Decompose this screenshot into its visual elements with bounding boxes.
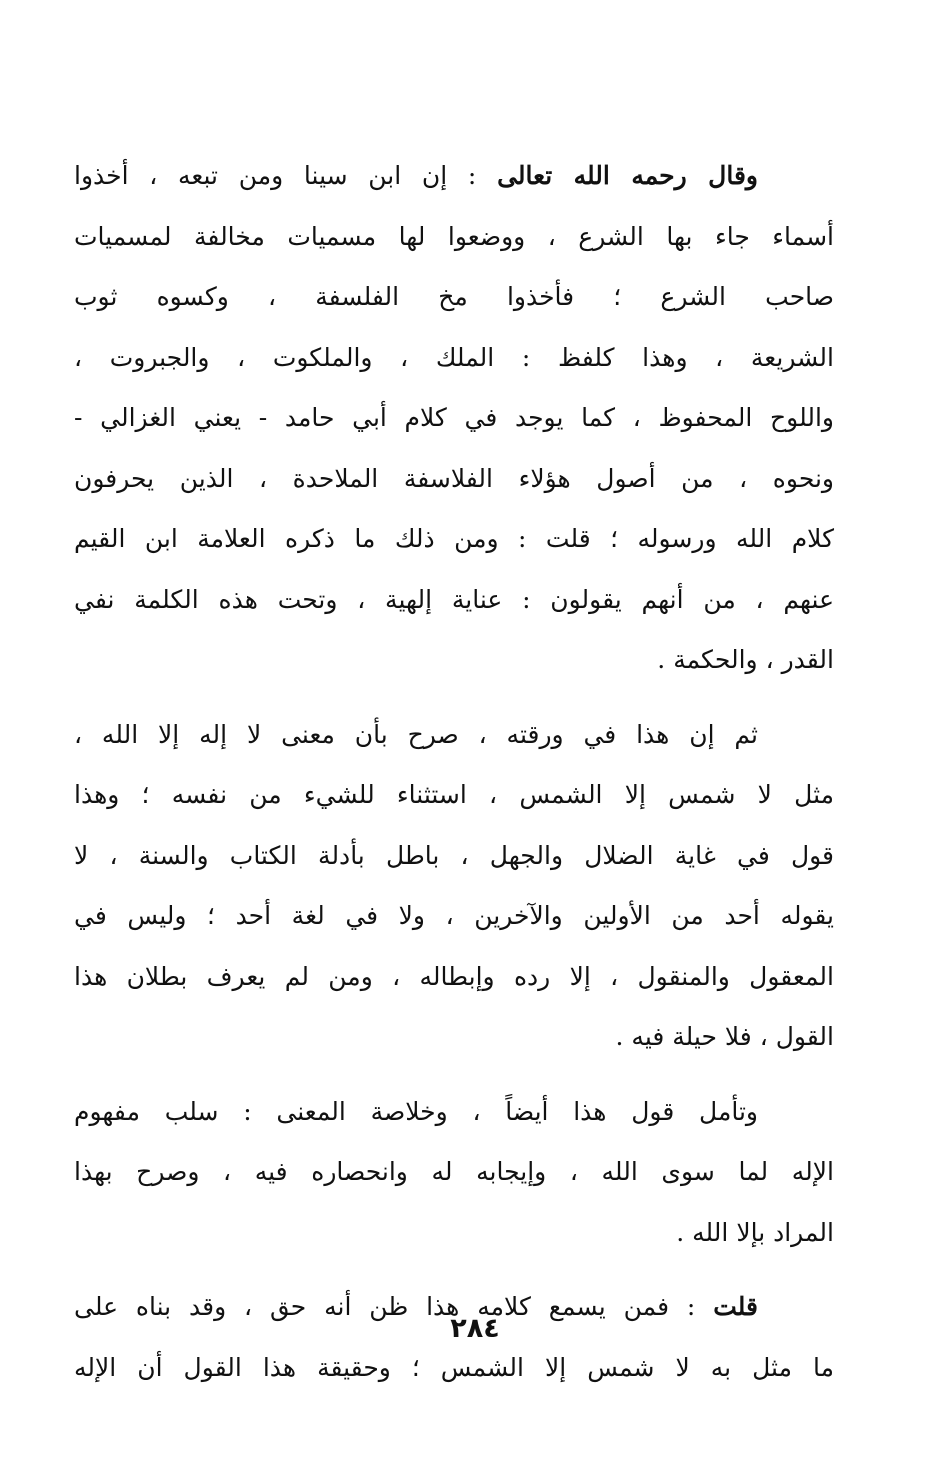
paragraph-2: [74, 705, 834, 1068]
bold-lead: قلت: [713, 1292, 758, 1321]
paragraph-line: المراد بإلا الله .: [676, 1217, 834, 1247]
paragraph-line: يقوله أحد من الأولين والآخرين ، ولا في لغة أحد ؛ وليس في: [74, 901, 834, 930]
paragraph-line: المعقول والمنقول ، إلا رده وإبطاله ، ومن لم يعرف بطلان هذا: [74, 961, 834, 991]
paragraph-line: القول ، فلا حيلة فيه .: [615, 1022, 834, 1051]
paragraph-line: الشريعة ، وهذا كلفظ : الملك ، والملكوت ، والجبروت ،: [74, 342, 834, 372]
paragraph-line: كلام الله ورسوله ؛ قلت : ومن ذلك ما ذكره العلامة ابن القيم: [74, 524, 834, 553]
paragraph-line: قول في غاية الضلال والجهل ، باطل بأدلة الكتاب والسنة ، لا: [74, 840, 834, 870]
paragraph-line: صاحب الشرع ؛ فأخذوا مخ الفلسفة ، وكسوه ثوب: [74, 282, 834, 311]
paragraph-line: واللوح المحفوظ ، كما يوجد في كلام أبي حامد - يعني الغزالي -: [74, 403, 834, 432]
paragraph-line: عنهم ، من أنهم يقولون : عناية إلهية ، وتحت هذه الكلمة نفي: [74, 584, 834, 614]
paragraph-1: [74, 146, 834, 691]
paragraph-line: وتأمل قول هذا أيضاً ، وخلاصة المعنى : سلب مفهوم: [74, 1096, 758, 1126]
paragraph-line: ثم إن هذا في ورقته ، صرح بأن معنى لا إله إلا الله ،: [74, 719, 758, 749]
paragraph-line: مثل لا شمس إلا الشمس ، استثناء للشيء من نفسه ؛ وهذا: [74, 780, 834, 809]
paragraph-line: الإله لما سوى الله ، وإيجابه له وانحصاره فيه ، وصرح بهذا: [74, 1157, 834, 1186]
paragraph-line: ونحوه ، من أصول هؤلاء الفلاسفة الملاحدة ، الذين يحرفون: [74, 463, 834, 493]
line-text: : إن ابن سينا ومن تبعه ، أخذوا: [74, 161, 498, 190]
paragraph-line: أسماء جاء بها الشرع ، ووضعوا لها مسميات مخالفة لمسميات: [74, 221, 834, 251]
page-number: ٢٨٤: [450, 1313, 500, 1344]
paragraph-line: القدر ، والحكمة .: [657, 645, 834, 674]
paragraph-line: [74, 146, 834, 207]
bold-lead: وقال رحمه الله تعالى: [497, 161, 758, 190]
line-text: : فمن يسمع كلامه هذا ظن أنه حق ، وقد بناه على: [74, 1292, 714, 1321]
page-body: [74, 146, 834, 1412]
paragraph-line: ما مثل به لا شمس إلا الشمس ؛ وحقيقة هذا القول أن الإله: [74, 1352, 834, 1382]
paragraph-3: [74, 1082, 834, 1264]
